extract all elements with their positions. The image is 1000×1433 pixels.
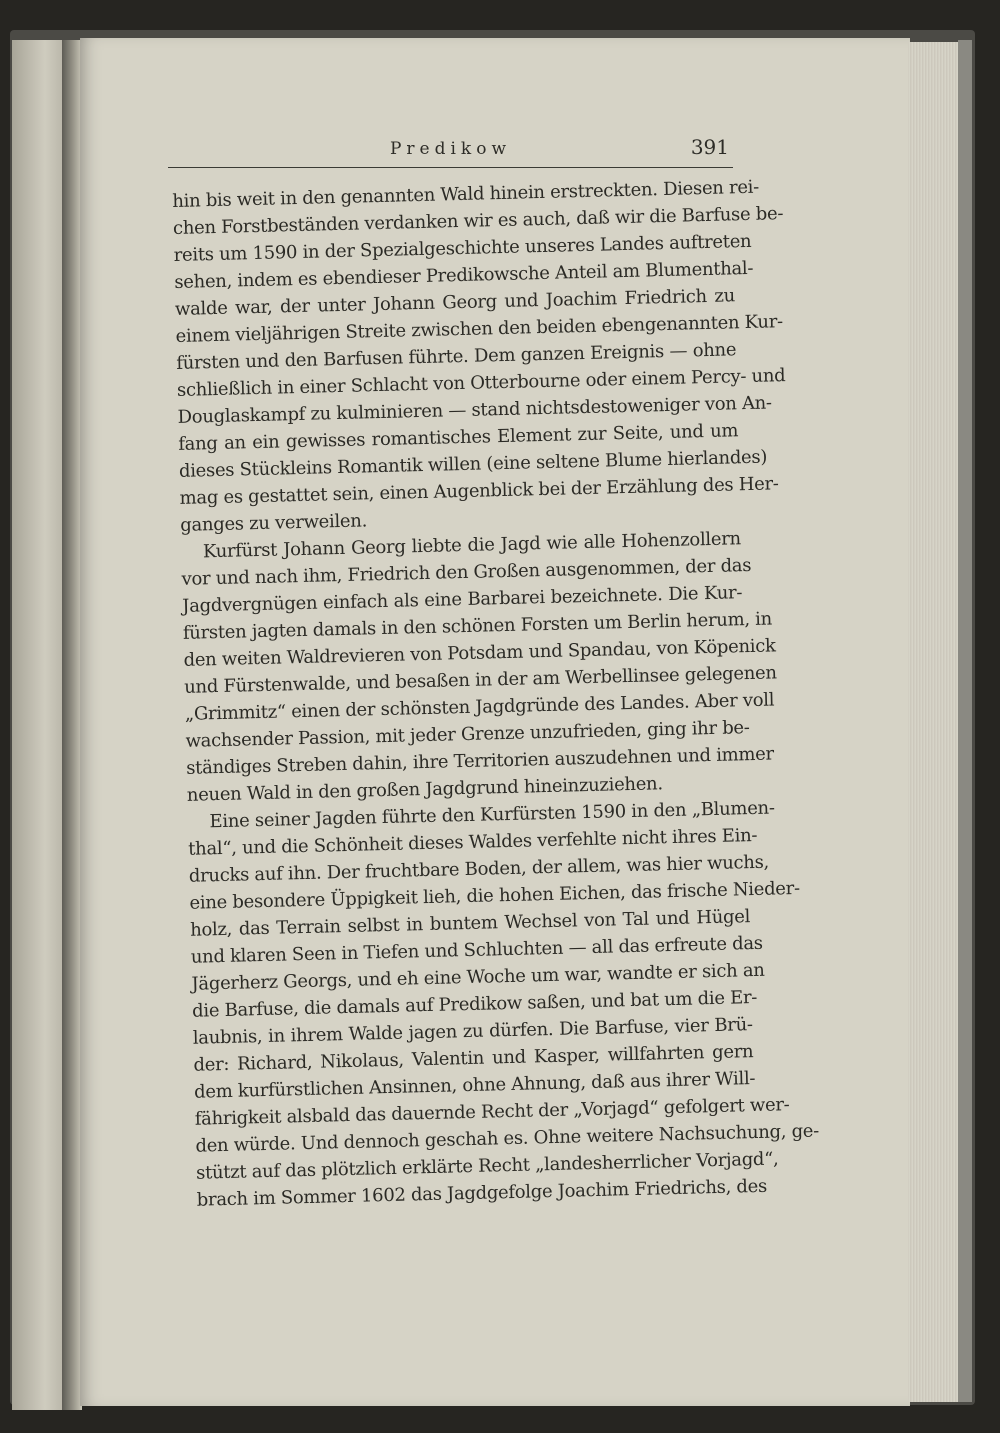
text-line: chen Forstbeständen verdanken wir es auch, daß wir die Barfuse be- bbox=[172, 203, 784, 239]
text-line: thal“, und die Schönheit dieses Waldes verfehlte nicht ihres Ein- bbox=[187, 824, 758, 860]
text-line: fürsten und den Barfusen führte. Dem ganzen Ereignis — ohne bbox=[176, 339, 737, 374]
text-line: fürsten jagten damals in den schönen Forsten um Berlin herum, in bbox=[182, 608, 773, 644]
text-line: vor und nach ihm, Friedrich den Großen ausgenommen, der das bbox=[181, 554, 752, 590]
left-page-edge bbox=[12, 40, 67, 1410]
text-line: Eine seiner Jagden führte den Kurfürsten 1590 in den „Blumen- bbox=[209, 797, 775, 833]
text-line: der: Richard, Nikolaus, Valentin und Kasper, willfahrten gern bbox=[193, 1041, 754, 1076]
text-line: den würde. Und dennoch geschah es. Ohne weitere Nachsuchung, ge- bbox=[195, 1120, 820, 1157]
text-line: wachsender Passion, mit jeder Grenze unzufrieden, ging ihr be- bbox=[185, 717, 750, 752]
text-line: sehen, indem es ebendieser Predikowsche Anteil am Blumenthal- bbox=[174, 257, 754, 293]
book-gutter bbox=[62, 40, 82, 1410]
text-line: und klaren Seen in Tiefen und Schluchten — all das erfreute das bbox=[190, 932, 763, 968]
text-line: fährigkeit alsbald das dauernde Recht der „Vorjagd“ gefolgert wer- bbox=[194, 1094, 790, 1130]
text-line: dieses Stückleins Romantik willen (eine seltene Blume hierlandes) bbox=[178, 446, 768, 482]
text-line: neuen Wald in den großen Jagdgrund hineinzuziehen. bbox=[186, 773, 664, 806]
text-line: stützt auf das plötzlich erklärte Recht „landesherrlicher Vorjagd“, bbox=[195, 1148, 779, 1184]
text-line: schließlich in einer Schlacht von Otterbourne oder einem Percy- und bbox=[176, 365, 786, 401]
text-line: walde war, der unter Johann Georg und Joachim Friedrich zu bbox=[174, 285, 736, 320]
cover-edge bbox=[958, 40, 972, 1402]
text-line: Jägerherz Georgs, und eh eine Woche um war, wandte er sich an bbox=[191, 959, 765, 995]
text-line: ganges zu verweilen. bbox=[180, 510, 368, 536]
chapter-title: Predikow bbox=[389, 139, 512, 159]
text-line: brach im Sommer 1602 das Jagdgefolge Joachim Friedrichs, des bbox=[196, 1175, 768, 1211]
text-line: eine besondere Üppigkeit lieh, die hohen Eichen, das frische Nieder- bbox=[189, 877, 800, 914]
text-line: den weiten Waldrevieren von Potsdam und Spandau, von Köpenick bbox=[183, 635, 776, 671]
text-line: fang an ein gewisses romantisches Element zur Seite, und um bbox=[178, 420, 739, 455]
text-line: einem vieljährigen Streite zwischen den beiden ebengenannten Kur- bbox=[175, 311, 784, 347]
text-line: ständiges Streben dahin, ihre Territorien auszudehnen und immer bbox=[185, 743, 775, 779]
text-line: dem kurfürstlichen Ansinnen, ohne Ahnung, daß aus ihrer Will- bbox=[193, 1068, 756, 1103]
text-line: und Fürstenwalde, und besaßen in der am Werbellinsee gelegenen bbox=[183, 662, 777, 698]
text-line: „Grimmitz“ einen der schönsten Jagdgründe des Landes. Aber voll bbox=[184, 689, 775, 725]
text-line: holz, das Terrain selbst in buntem Wechsel von Tal und Hügel bbox=[189, 906, 751, 941]
page-number: 391 bbox=[690, 135, 729, 159]
running-head bbox=[168, 133, 733, 168]
text-line: mag es gestattet sein, einen Augenblick bei der Erzählung des Her- bbox=[179, 473, 779, 509]
text-line: die Barfuse, die damals auf Predikow saßen, und bat um die Er- bbox=[191, 986, 758, 1022]
text-line: Kurfürst Johann Georg liebte die Jagd wie alle Hohenzollern bbox=[202, 528, 742, 563]
body-text bbox=[172, 172, 820, 1215]
page-stack-edge bbox=[908, 42, 964, 1402]
text-line: Douglaskampf zu kulminieren — stand nichtsdestoweniger von An- bbox=[177, 392, 772, 428]
text-line: reits um 1590 in der Spezialgeschichte unseres Landes auftreten bbox=[173, 230, 752, 266]
text-line: drucks auf ihn. Der fruchtbare Boden, der allem, was hier wuchs, bbox=[188, 851, 770, 887]
text-line: hin bis weit in den genannten Wald hinein erstreckten. Diesen rei- bbox=[172, 176, 760, 212]
text-line: Jagdvergnügen einfach als eine Barbarei bezeichnete. Die Kur- bbox=[182, 582, 743, 617]
text-line: laubnis, in ihrem Walde jagen zu dürfen. Die Barfuse, vier Brü- bbox=[192, 1014, 753, 1049]
